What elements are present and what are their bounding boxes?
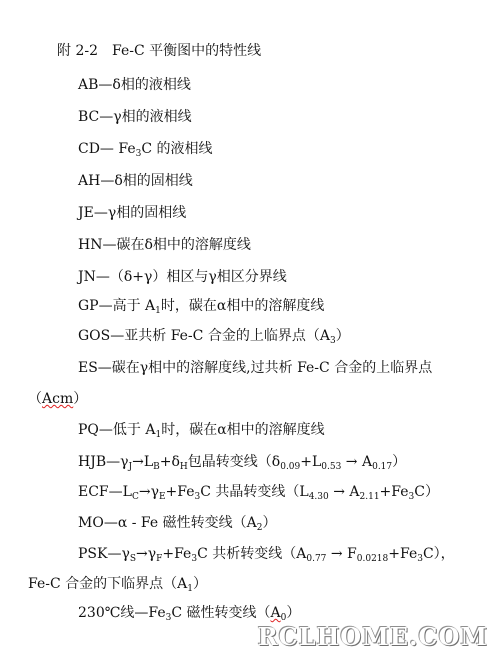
line-gos: GOS—亚共析 Fe-C 合金的上临界点$(A_3)$ — [78, 328, 350, 346]
site-watermark: RCLHOME.COM — [257, 622, 488, 651]
line-hjb: $HJB—\gamma_J\to L_B+\delta_H$包晶转变线$(\delta_{0.09}+L_{0.53} \to A_{0.17})$ — [78, 454, 407, 472]
line-gp: GP—高于 $A_1$时，碳在α相中的溶解度线 — [78, 298, 325, 316]
line-psk-continued: Fe-C 合金的下临界点$(A_1)$ — [28, 576, 207, 594]
line-psk: $PSK—\gamma_S\to\gamma_F+Fe_3C$ 共析转变线$(A_{0.77} \to F_{0.0218}+Fe_3C)$， — [78, 546, 455, 564]
line-pq: PQ—低于 $A_1$时，碳在α相中的溶解度线 — [78, 422, 325, 440]
line-ab: AB—δ相的液相线 — [78, 77, 191, 93]
line-230: 230℃线$—Fe_3C$ 磁性转变线$(A_0)$ — [78, 605, 301, 623]
line-jn: JN—（δ+γ）相区与γ相区分界线 — [78, 269, 287, 285]
line-es: ES—碳在γ相中的溶解度线,过共析 Fe-C 合金的上临界点 — [78, 360, 433, 376]
line-ah: AH—δ相的固相线 — [78, 173, 193, 189]
line-es-continued: （Acm） — [28, 391, 88, 407]
line-cd: CD— $Fe_3C$ 的液相线 — [78, 141, 213, 159]
line-mo: MO—α - Fe 磁性转变线$(A_2)$ — [78, 515, 277, 533]
line-ecf: $ECF—L_C\to\gamma_E+Fe_3C$ 共晶转变线$(L_{4.30} \to A_{2.11}+Fe_3C)$ — [78, 484, 439, 502]
document-heading: 附 2-2 Fe-C 平衡图中的特性线 — [57, 43, 262, 59]
line-bc: BC—γ相的液相线 — [78, 109, 192, 125]
line-je: JE—γ相的固相线 — [78, 205, 187, 221]
line-hn: HN—碳在δ相中的溶解度线 — [78, 237, 251, 253]
